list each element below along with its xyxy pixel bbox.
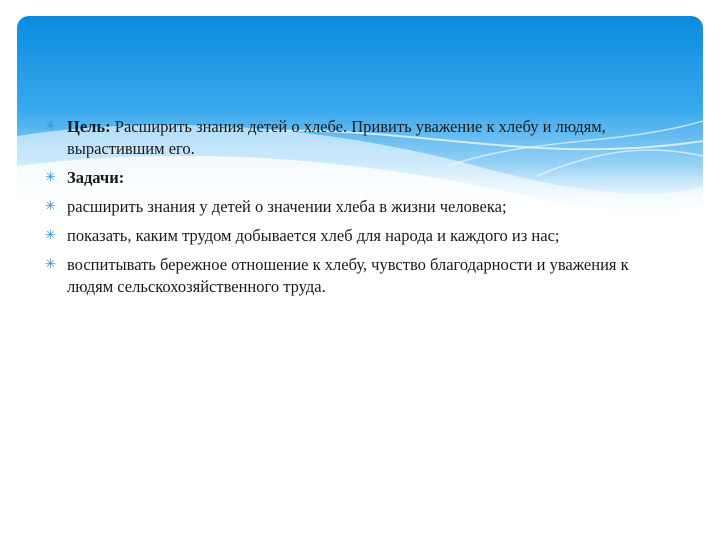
list-item-goal <box>45 116 670 160</box>
asterisk-icon: ✳ <box>45 119 56 134</box>
goal-text: Расширить знания детей о хлебе. Привить уважение к хлебу и людям, вырастившим его. <box>67 117 606 158</box>
list-item-task-1 <box>45 196 670 218</box>
goal-heading: Цель: <box>67 117 111 136</box>
task-2-text: показать, каким трудом добывается хлеб для народа и каждого из нас; <box>67 226 560 245</box>
asterisk-icon: ✳ <box>45 228 56 243</box>
asterisk-icon: ✳ <box>45 199 56 214</box>
asterisk-icon: ✳ <box>45 257 56 272</box>
task-1-text: расширить знания у детей о значении хлеба в жизни человека; <box>67 197 507 216</box>
list-item-task-3 <box>45 254 670 298</box>
list-item-tasks-heading <box>45 167 670 189</box>
bullet-list <box>45 116 670 305</box>
list-item-task-2 <box>45 225 670 247</box>
asterisk-icon: ✳ <box>45 170 56 185</box>
task-3-text: воспитывать бережное отношение к хлебу, чувство благодарности и уважения к людям сельскохозяйственного труда. <box>67 255 629 296</box>
tasks-heading: Задачи: <box>67 168 125 187</box>
